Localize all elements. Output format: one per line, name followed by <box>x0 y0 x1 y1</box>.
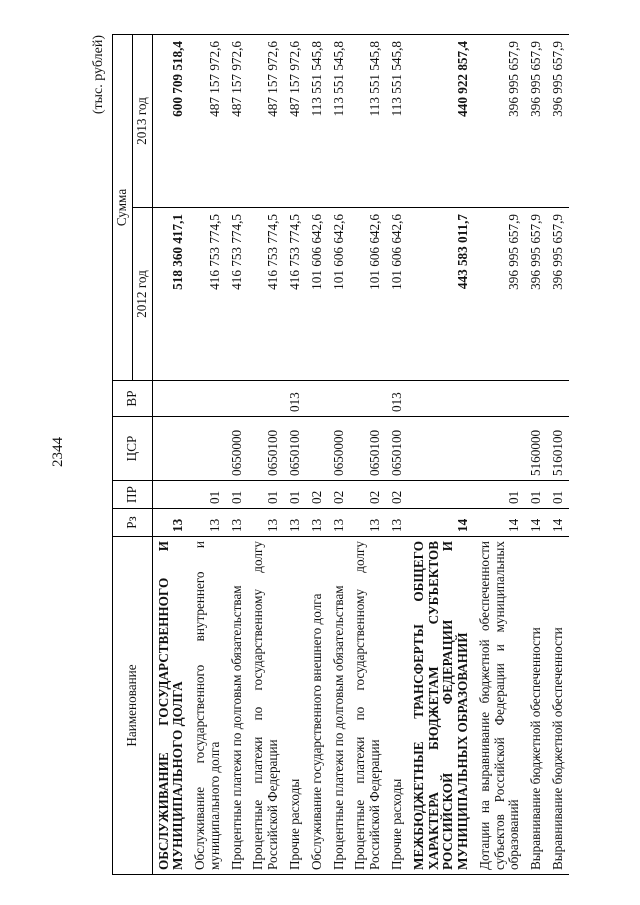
row-sum-2013: 113 551 545,8 <box>349 35 386 208</box>
header-vr: ВР <box>113 381 153 417</box>
row-pr: 01 <box>547 481 569 509</box>
header-2012: 2012 год <box>132 208 152 381</box>
row-pr: 01 <box>247 481 284 509</box>
table-row <box>547 35 569 875</box>
row-pr <box>152 481 189 509</box>
table-row <box>525 35 547 875</box>
row-sum-2012: 443 583 011,7 <box>408 208 474 381</box>
row-pr: 01 <box>226 481 248 509</box>
row-sum-2012: 396 995 657,9 <box>474 208 525 381</box>
table-row <box>408 35 474 875</box>
row-csr: 0650000 <box>226 417 248 481</box>
row-pr: 01 <box>474 481 525 509</box>
row-name: МЕЖБЮДЖЕТНЫЕ ТРАНСФЕРТЫ ОБЩЕГО ХАРАКТЕРА БЮДЖЕТАМ СУБЪЕКТОВ РОССИЙСКОЙ ФЕДЕРАЦИИ И МУНИЦИПАЛЬНЫХ ОБРАЗОВАНИЙ <box>408 537 474 875</box>
table-row <box>284 35 306 875</box>
row-pr: 02 <box>386 481 408 509</box>
budget-table <box>112 34 569 875</box>
row-name: Процентные платежи по долговым обязательствам <box>328 537 350 875</box>
row-sum-2012: 101 606 642,6 <box>349 208 386 381</box>
row-csr: 0650000 <box>328 417 350 481</box>
row-sum-2013: 487 157 972,6 <box>226 35 248 208</box>
row-vr <box>189 381 226 417</box>
row-sum-2013: 113 551 545,8 <box>386 35 408 208</box>
row-csr: 0650100 <box>247 417 284 481</box>
row-rz: 13 <box>226 509 248 537</box>
row-vr <box>226 381 248 417</box>
budget-rows <box>152 35 569 875</box>
row-sum-2013: 396 995 657,9 <box>525 35 547 208</box>
row-sum-2012: 101 606 642,6 <box>328 208 350 381</box>
header-sum: Сумма <box>113 35 133 381</box>
row-csr: 0650100 <box>349 417 386 481</box>
row-csr: 0650100 <box>386 417 408 481</box>
rotated-budget-sheet <box>90 35 565 875</box>
table-row <box>247 35 284 875</box>
row-name: Процентные платежи по государственному долгу Российской Федерации <box>247 537 284 875</box>
row-rz: 13 <box>284 509 306 537</box>
row-vr: 013 <box>284 381 306 417</box>
row-name: Обслуживание государственного внутреннего и муниципального долга <box>189 537 226 875</box>
row-sum-2012: 101 606 642,6 <box>306 208 328 381</box>
row-sum-2013: 113 551 545,8 <box>306 35 328 208</box>
table-row <box>349 35 386 875</box>
row-pr: 02 <box>328 481 350 509</box>
row-vr <box>547 381 569 417</box>
row-sum-2013: 396 995 657,9 <box>474 35 525 208</box>
row-name: Процентные платежи по государственному долгу Российской Федерации <box>349 537 386 875</box>
row-rz: 14 <box>474 509 525 537</box>
row-sum-2013: 487 157 972,6 <box>189 35 226 208</box>
table-row <box>152 35 189 875</box>
row-sum-2012: 518 360 417,1 <box>152 208 189 381</box>
table-row <box>306 35 328 875</box>
row-vr: 013 <box>386 381 408 417</box>
row-name: Обслуживание государственного внешнего долга <box>306 537 328 875</box>
row-vr <box>525 381 547 417</box>
header-rz: Рз <box>113 509 153 537</box>
row-pr: 01 <box>284 481 306 509</box>
row-sum-2013: 396 995 657,9 <box>547 35 569 208</box>
row-rz: 13 <box>349 509 386 537</box>
row-vr <box>306 381 328 417</box>
row-csr <box>306 417 328 481</box>
table-row <box>386 35 408 875</box>
row-rz: 13 <box>189 509 226 537</box>
row-sum-2012: 396 995 657,9 <box>547 208 569 381</box>
row-vr <box>474 381 525 417</box>
row-sum-2013: 440 922 857,4 <box>408 35 474 208</box>
row-sum-2012: 416 753 774,5 <box>189 208 226 381</box>
row-vr <box>152 381 189 417</box>
row-pr: 02 <box>306 481 328 509</box>
row-vr <box>328 381 350 417</box>
row-name: Дотации на выравнивание бюджетной обеспеченности субъектов Российской Федерации и муниципальных образований <box>474 537 525 875</box>
row-rz: 14 <box>525 509 547 537</box>
row-sum-2012: 396 995 657,9 <box>525 208 547 381</box>
row-pr: 01 <box>525 481 547 509</box>
row-rz: 13 <box>306 509 328 537</box>
header-name: Наименование <box>113 537 153 875</box>
header-2013: 2013 год <box>132 35 152 208</box>
row-sum-2012: 101 606 642,6 <box>386 208 408 381</box>
row-csr: 5160000 <box>525 417 547 481</box>
row-rz: 13 <box>386 509 408 537</box>
row-csr <box>152 417 189 481</box>
row-vr <box>349 381 386 417</box>
row-pr: 02 <box>349 481 386 509</box>
row-name: Прочие расходы <box>284 537 306 875</box>
page-number: 2344 <box>50 437 66 467</box>
row-pr <box>408 481 474 509</box>
row-name: ОБСЛУЖИВАНИЕ ГОСУДАРСТВЕННОГО И МУНИЦИПАЛЬНОГО ДОЛГА <box>152 537 189 875</box>
row-csr <box>474 417 525 481</box>
table-row <box>328 35 350 875</box>
row-csr: 0650100 <box>284 417 306 481</box>
header-pr: ПР <box>113 481 153 509</box>
row-name: Выравнивание бюджетной обеспеченности <box>525 537 547 875</box>
unit-note: (тыс. рублей) <box>91 35 106 115</box>
row-name: Процентные платежи по долговым обязательствам <box>226 537 248 875</box>
row-vr <box>408 381 474 417</box>
row-rz: 14 <box>408 509 474 537</box>
row-rz: 13 <box>152 509 189 537</box>
row-csr: 5160100 <box>547 417 569 481</box>
row-sum-2013: 113 551 545,8 <box>328 35 350 208</box>
row-rz: 13 <box>328 509 350 537</box>
row-csr <box>189 417 226 481</box>
table-row <box>189 35 226 875</box>
row-sum-2013: 600 709 518,4 <box>152 35 189 208</box>
row-sum-2013: 487 157 972,6 <box>247 35 284 208</box>
row-sum-2012: 416 753 774,5 <box>226 208 248 381</box>
row-sum-2012: 416 753 774,5 <box>284 208 306 381</box>
row-pr: 01 <box>189 481 226 509</box>
table-row <box>226 35 248 875</box>
row-name: Прочие расходы <box>386 537 408 875</box>
row-sum-2012: 416 753 774,5 <box>247 208 284 381</box>
row-csr <box>408 417 474 481</box>
row-name: Выравнивание бюджетной обеспеченности <box>547 537 569 875</box>
row-sum-2013: 487 157 972,6 <box>284 35 306 208</box>
row-rz: 13 <box>247 509 284 537</box>
table-row <box>474 35 525 875</box>
row-rz: 14 <box>547 509 569 537</box>
header-csr: ЦСР <box>113 417 153 481</box>
row-vr <box>247 381 284 417</box>
